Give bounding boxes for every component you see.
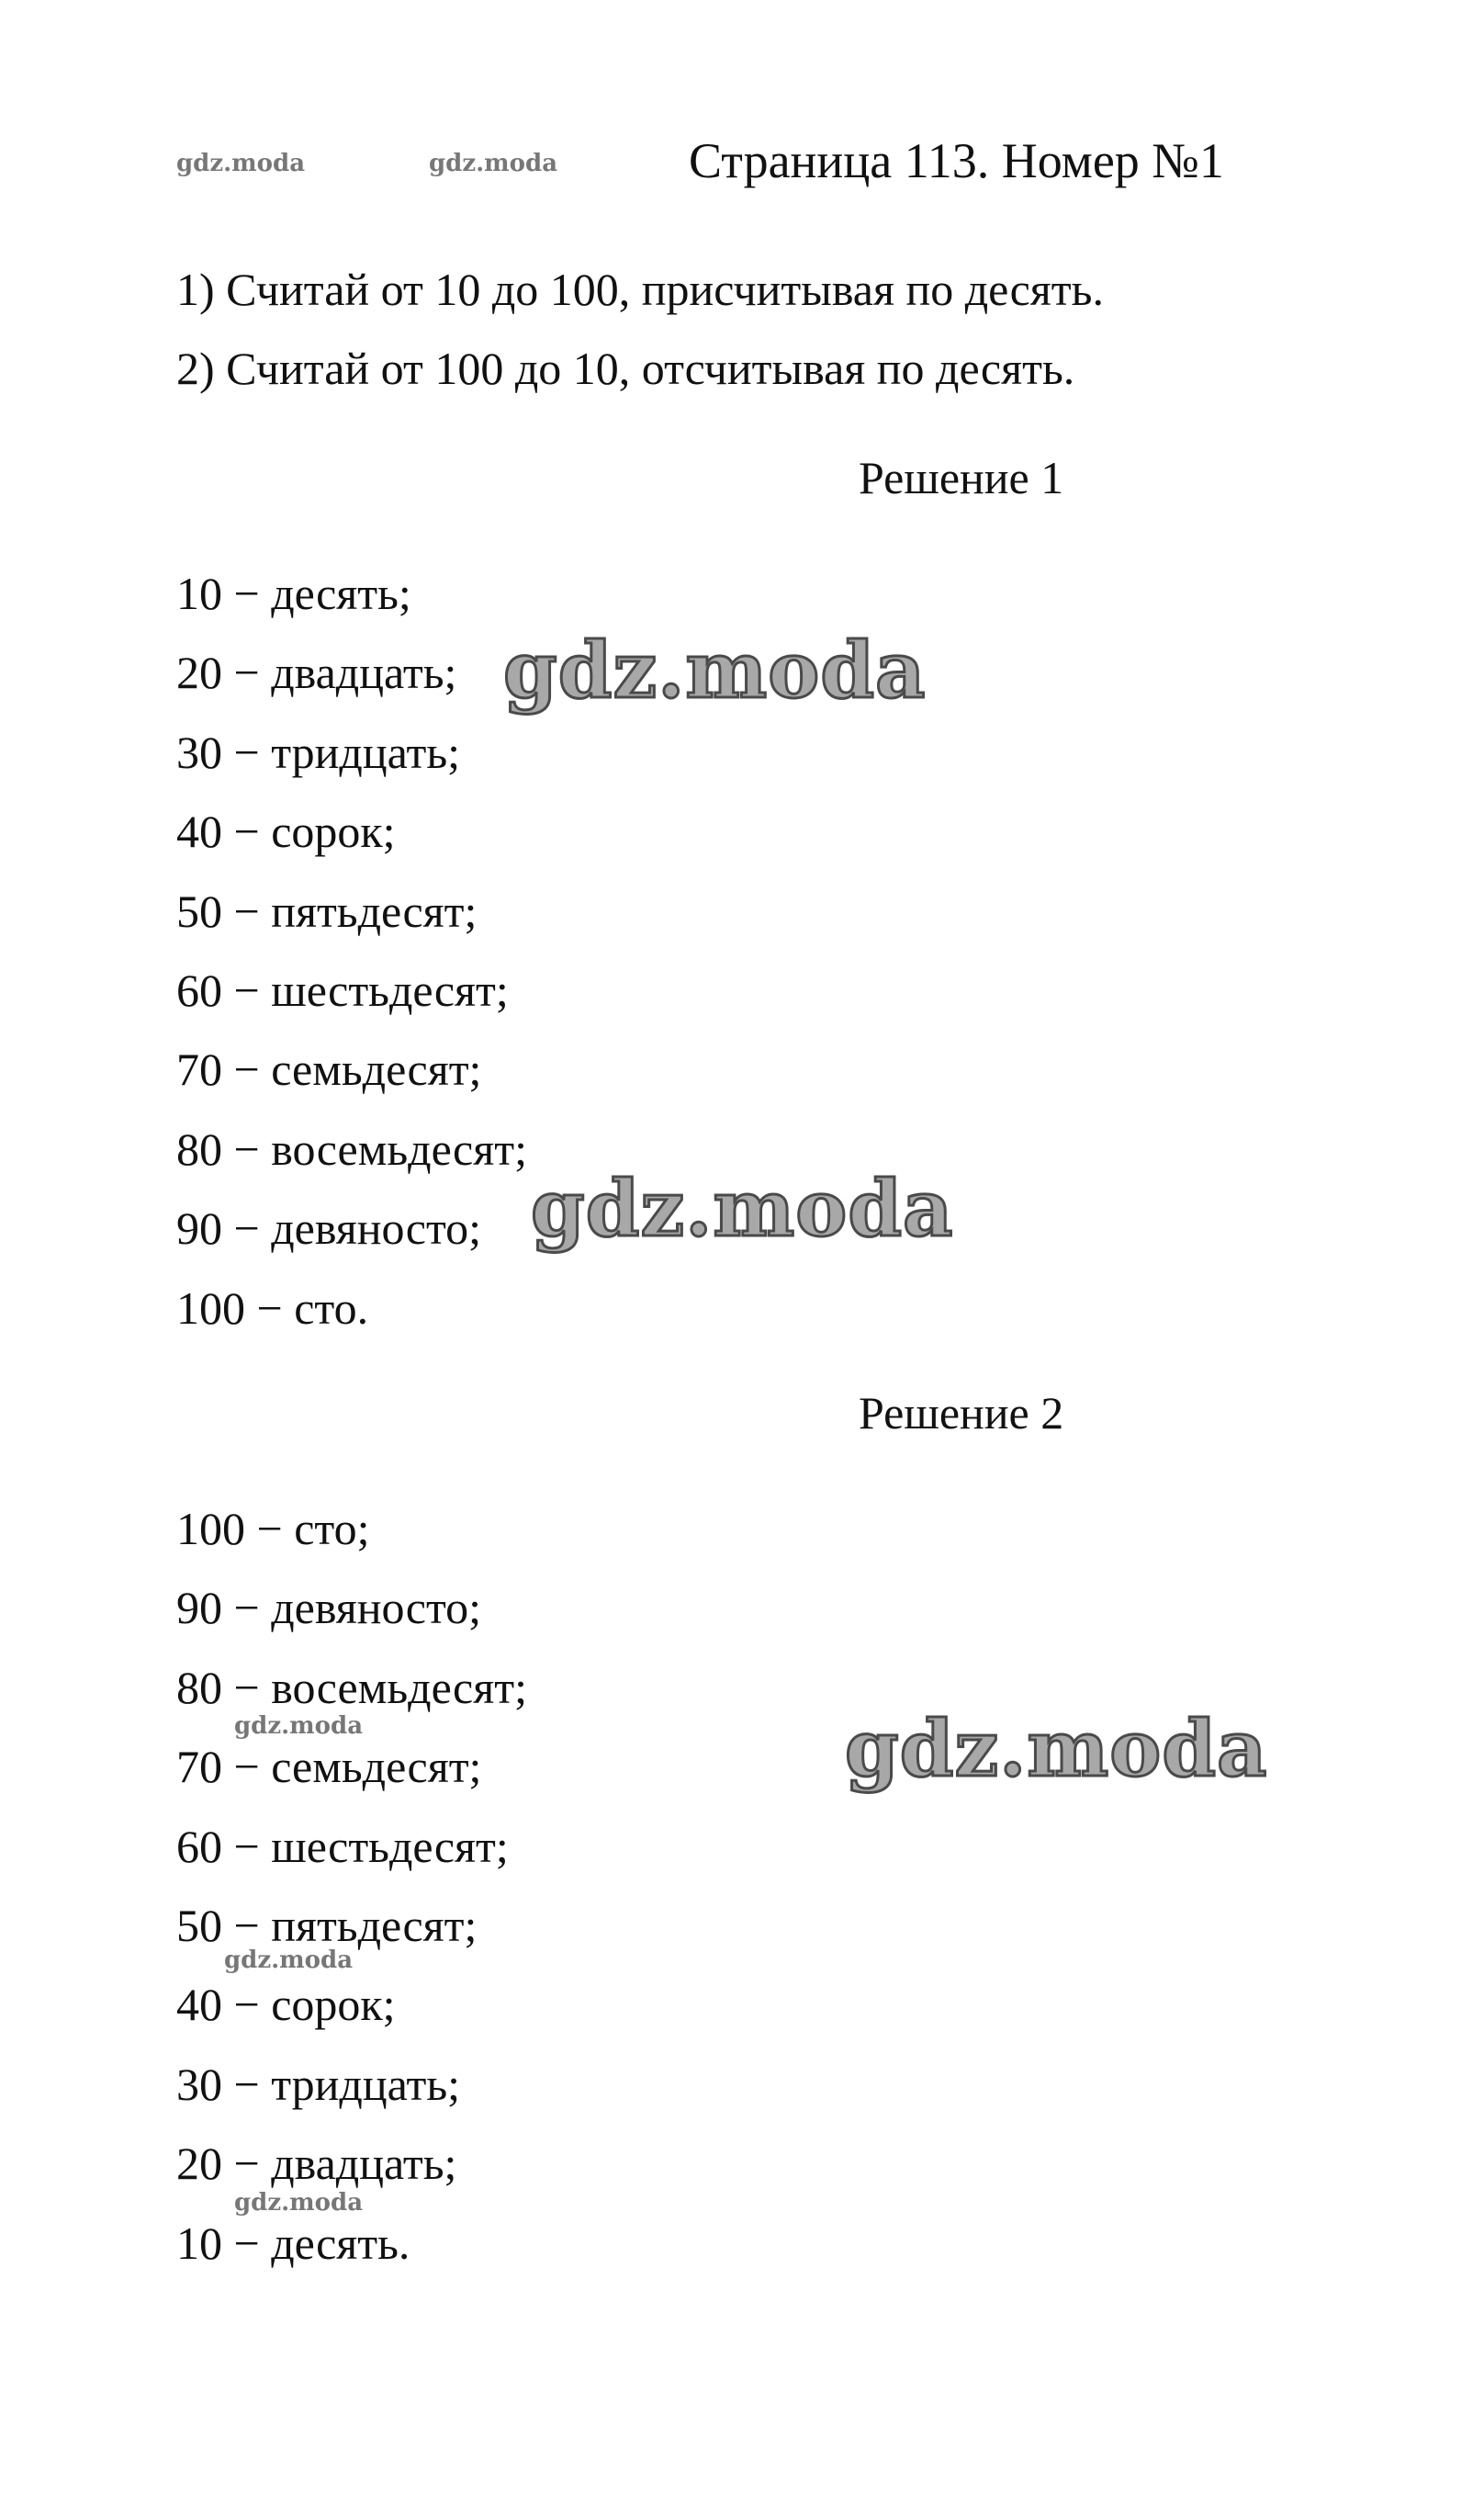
solution-2-title: Решение 2	[859, 1387, 1064, 1439]
page-title: Страница 113. Номер №1	[689, 133, 1224, 188]
list-item: 40 − сорок;	[176, 1979, 396, 2031]
watermark-small: gdz.moda	[234, 1712, 364, 1740]
task-2-text: 2) Считай от 100 до 10, отсчитывая по десять.	[176, 343, 1075, 394]
list-item: 90 − девяносто;	[176, 1202, 482, 1255]
watermark-large: gdz.moda	[531, 1163, 954, 1254]
list-item: 100 − сто;	[176, 1503, 370, 1554]
watermark-small: gdz.moda	[234, 2189, 364, 2217]
solution-1-title: Решение 1	[859, 452, 1064, 503]
list-item: 60 − шестьдесят;	[176, 964, 509, 1016]
list-item: 50 − пятьдесят;	[176, 1899, 478, 1951]
task-1-text: 1) Считай от 10 до 100, присчитывая по десять.	[176, 264, 1104, 315]
list-item: 70 − семьдесят;	[176, 1044, 482, 1096]
solution-1-list	[176, 570, 527, 1364]
list-item: 50 − пятьдесят;	[176, 885, 478, 937]
list-item: 20 − двадцать;	[176, 2138, 457, 2190]
watermark-small: gdz.moda	[429, 150, 558, 177]
list-item: 60 − шестьдесят;	[176, 1820, 509, 1872]
list-item: 10 − десять;	[176, 568, 411, 619]
list-item: 90 − девяносто;	[176, 1582, 482, 1634]
solution-2-list	[176, 1503, 527, 2299]
list-item: 100 − сто.	[176, 1281, 369, 1334]
list-item: 30 − тридцать;	[176, 2058, 461, 2110]
list-item: 80 − восемьдесят;	[176, 1661, 527, 1713]
list-item: 30 − тридцать;	[176, 726, 461, 778]
watermark-large: gdz.moda	[503, 625, 927, 716]
list-item: 80 − восемьдесят;	[176, 1123, 527, 1175]
list-item: 70 − семьдесят;	[176, 1741, 482, 1793]
watermark-small: gdz.moda	[176, 150, 306, 177]
watermark-small: gdz.moda	[224, 1946, 354, 1974]
list-item: 20 − двадцать;	[176, 647, 457, 699]
list-item: 10 − десять.	[176, 2217, 410, 2269]
watermark-large: gdz.moda	[845, 1703, 1268, 1794]
list-item: 40 − сорок;	[176, 806, 396, 858]
